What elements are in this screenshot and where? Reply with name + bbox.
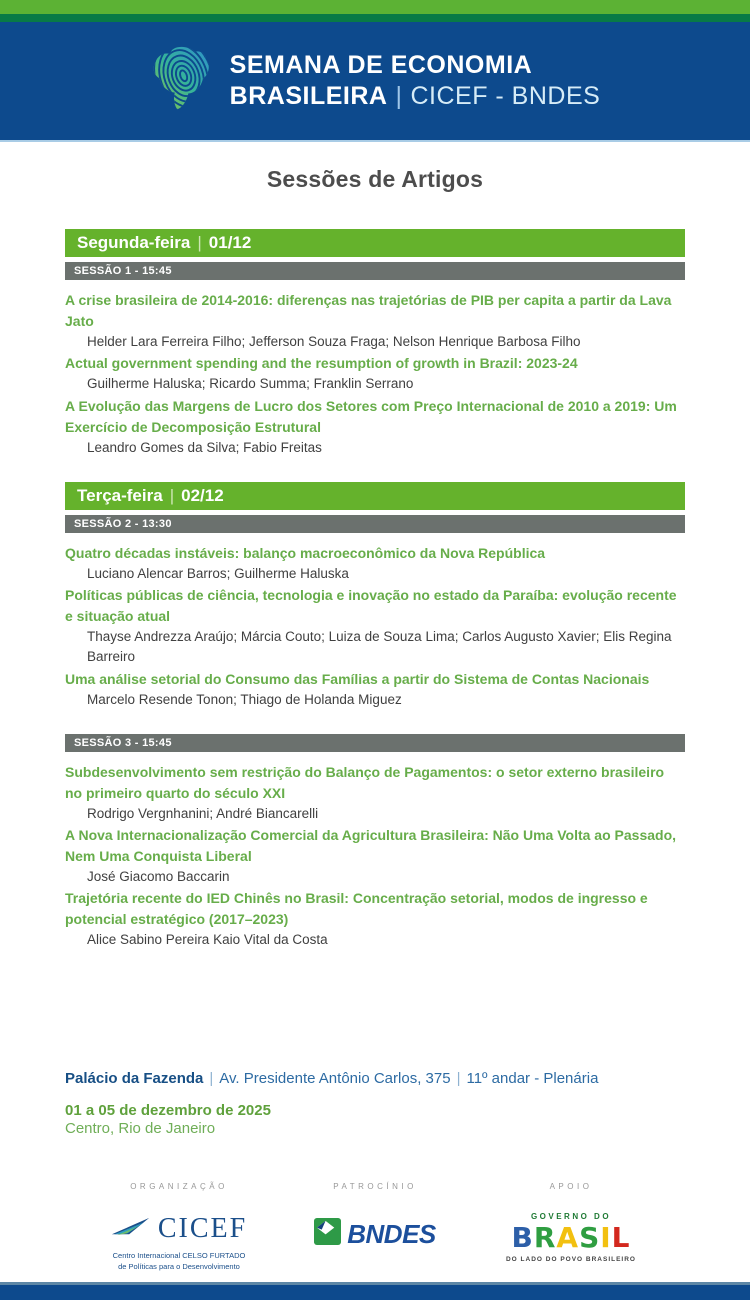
event-dates: 01 a 05 de dezembro de 2025 bbox=[65, 1102, 271, 1119]
event-title-line1: SEMANA DE ECONOMIA bbox=[229, 50, 533, 79]
day-pipe-separator: | bbox=[197, 233, 202, 252]
paper-title: Actual government spending and the resumption of growth in Brazil: 2023-24 bbox=[65, 355, 578, 372]
cicef-subtitle-line2: de Políticas para o Desenvolvimento bbox=[118, 1262, 240, 1272]
paper-authors: Thayse Andrezza Araújo; Márcia Couto; Luiza de Souza Lima; Carlos Augusto Xavier; Elis Regina Barreiro bbox=[87, 629, 672, 665]
day-label: Segunda-feira bbox=[77, 233, 191, 252]
day-date: 02/12 bbox=[181, 485, 224, 505]
cicef-logo bbox=[111, 1213, 247, 1245]
paper-authors: Guilherme Haluska; Ricardo Summa; Franklin Serrano bbox=[87, 376, 414, 392]
session-bar-3: SESSÃO 3 - 15:45 bbox=[65, 734, 685, 752]
paper-title: Políticas públicas de ciência, tecnologia e inovação no estado da Paraíba: evolução recente e situação atual bbox=[65, 587, 677, 624]
organization-label: ORGANIZAÇÃO bbox=[130, 1182, 228, 1191]
paper-item bbox=[65, 762, 685, 824]
govbr-top-text: GOVERNO DO bbox=[530, 1212, 612, 1221]
session-2-papers bbox=[65, 543, 685, 710]
session-bar-1: SESSÃO 1 - 15:45 bbox=[65, 262, 685, 280]
bottom-blue-bar bbox=[0, 1282, 750, 1300]
paper-item bbox=[65, 585, 685, 668]
govbr-bottom-text: DO LADO DO POVO BRASILEIRO bbox=[505, 1256, 636, 1264]
paper-authors: Marcelo Resende Tonon; Thiago de Holanda Miguez bbox=[87, 691, 402, 707]
venue-info bbox=[65, 1070, 705, 1137]
title-pipe-separator: | bbox=[395, 82, 403, 110]
paper-item bbox=[65, 290, 685, 352]
page-title: Sessões de Artigos bbox=[266, 166, 484, 192]
top-green-bar bbox=[0, 0, 750, 14]
paper-title: A Evolução das Margens de Lucro dos Setores com Preço Internacional de 2010 a 2019: Um Exercício de Decomposição Estrutural bbox=[65, 397, 677, 435]
fingerprint-brazil-logo-icon bbox=[150, 39, 214, 124]
day-banner-tuesday bbox=[65, 482, 685, 510]
venue-address: Av. Presidente Antônio Carlos, 375 bbox=[219, 1070, 451, 1087]
day-banner-monday bbox=[65, 229, 685, 257]
program-content bbox=[65, 229, 685, 975]
paper-item bbox=[65, 825, 685, 887]
paper-authors: Luciano Alencar Barros; Guilherme Haluska bbox=[87, 565, 349, 581]
cicef-wordmark: CICEF bbox=[157, 1213, 248, 1244]
paper-item bbox=[65, 396, 685, 458]
bndes-wordmark: BNDES bbox=[347, 1218, 436, 1249]
bndes-flag-icon bbox=[314, 1218, 341, 1250]
paper-item bbox=[65, 669, 685, 710]
paper-title: A Nova Internacionalização Comercial da Agricultura Brasileira: Não Uma Volta ao Passado, Nem Uma Conquista Liberal bbox=[65, 827, 677, 864]
venue-pipe-separator: | bbox=[456, 1070, 461, 1087]
event-title-line2-strong: BRASILEIRA bbox=[229, 82, 388, 110]
day-label: Terça-feira bbox=[77, 485, 163, 505]
session-1-papers bbox=[65, 290, 685, 458]
event-title-line2 bbox=[230, 81, 601, 112]
paper-authors: Alice Sabino Pereira Kaio Vital da Costa bbox=[87, 932, 328, 948]
event-title bbox=[230, 50, 601, 113]
cicef-bird-icon bbox=[111, 1215, 151, 1244]
venue-name: Palácio da Fazenda bbox=[65, 1070, 204, 1087]
govbr-wordmark: BRASIL bbox=[511, 1221, 631, 1254]
day-section-tuesday bbox=[65, 482, 685, 951]
event-header bbox=[0, 22, 750, 142]
paper-item bbox=[65, 888, 685, 950]
support-label: APOIO bbox=[549, 1182, 593, 1191]
paper-authors: Helder Lara Ferreira Filho; Jefferson Souza Fraga; Nelson Henrique Barbosa Filho bbox=[87, 334, 581, 349]
paper-title: Subdesenvolvimento sem restrição do Balanço de Pagamentos: o setor externo brasileiro no primeiro quarto do século XXI bbox=[65, 763, 665, 801]
paper-title: Uma análise setorial do Consumo das Famílias a partir do Sistema de Contas Nacionais bbox=[65, 670, 650, 687]
event-city: Centro, Rio de Janeiro bbox=[65, 1120, 216, 1137]
session-bar-2: SESSÃO 2 - 13:30 bbox=[65, 515, 685, 533]
sponsor-column bbox=[305, 1182, 445, 1250]
paper-title: Trajetória recente do IED Chinês no Brasil: Concentração setorial, modos de ingresso e potencial estratégico (2017–2023) bbox=[65, 890, 648, 928]
sponsor-label: PATROCÍNIO bbox=[333, 1182, 417, 1191]
session-3-papers bbox=[65, 762, 685, 951]
venue-pipe-separator: | bbox=[209, 1070, 214, 1087]
day-pipe-separator: | bbox=[169, 485, 175, 505]
paper-title: A crise brasileira de 2014-2016: diferenças nas trajetórias de PIB per capita a partir da Lava Jato bbox=[65, 292, 672, 329]
venue-floor: 11º andar - Plenária bbox=[466, 1070, 599, 1087]
paper-title: Quatro décadas instáveis: balanço macroeconômico da Nova República bbox=[65, 544, 546, 561]
paper-authors: Leandro Gomes da Silva; Fabio Freitas bbox=[87, 439, 322, 455]
paper-authors: José Giacomo Baccarin bbox=[87, 869, 230, 884]
support-column bbox=[501, 1182, 641, 1263]
cicef-subtitle-line1: Centro Internacional CELSO FURTADO bbox=[112, 1251, 246, 1260]
bndes-logo bbox=[314, 1218, 436, 1250]
venue-line bbox=[65, 1070, 705, 1087]
day-date: 01/12 bbox=[208, 233, 252, 252]
event-title-line2-suffix: CICEF - BNDES bbox=[410, 82, 601, 110]
top-dark-green-bar bbox=[0, 14, 750, 22]
paper-authors: Rodrigo Vergnhanini; André Biancarelli bbox=[87, 805, 319, 821]
day-section-monday bbox=[65, 229, 685, 458]
cicef-subtitle bbox=[113, 1250, 246, 1273]
paper-item bbox=[65, 543, 685, 584]
sponsor-logos-row bbox=[0, 1182, 750, 1273]
paper-item bbox=[65, 353, 685, 394]
organization-column bbox=[109, 1182, 249, 1273]
